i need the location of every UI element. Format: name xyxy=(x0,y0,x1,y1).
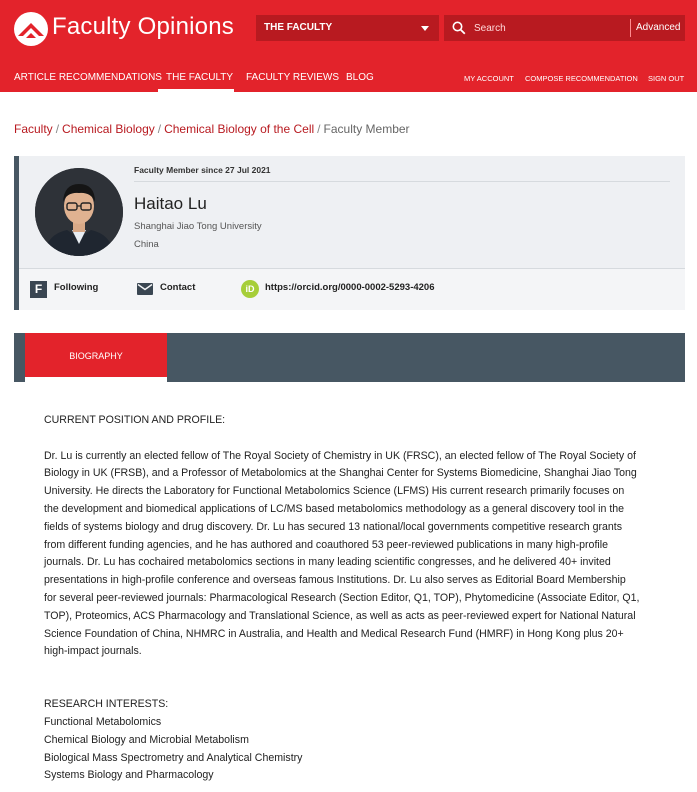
bio-line: from different funding agencies, and he has authored and coauthored 53 peer-reviewed publications in many high-profile xyxy=(44,538,608,551)
site-title[interactable]: Faculty Opinions xyxy=(52,13,234,40)
research-interest-item: Systems Biology and Pharmacology xyxy=(44,769,214,782)
envelope-icon[interactable] xyxy=(137,283,153,295)
nav-my-account[interactable]: MY ACCOUNT xyxy=(464,74,514,83)
bio-line: TOP), Proteomics, ACS Pharmacology and Translational Science, as well as acts as peer-reviewed expert for National Natural xyxy=(44,609,636,622)
bio-line: the development and biomedical applications of LC/MS based metabolomics methodology as a general discovery tool in the xyxy=(44,502,625,515)
tab-biography[interactable]: BIOGRAPHY xyxy=(25,333,167,377)
bio-line: Biology in UK (FRSB), and a Professor of Metabolomics at the Shanghai Center for Systems Biomedicine, Shanghai Jiao Tong xyxy=(44,467,637,480)
breadcrumb-separator: / xyxy=(55,122,60,136)
orcid-link[interactable]: https://orcid.org/0000-0002-5293-4206 xyxy=(265,282,435,293)
nav-the-faculty[interactable]: THE FACULTY xyxy=(166,72,234,83)
nav-sign-out[interactable]: SIGN OUT xyxy=(648,74,685,83)
biography-content xyxy=(44,412,658,785)
faculty-select[interactable] xyxy=(256,15,439,41)
member-country: China xyxy=(134,239,159,250)
research-interest-item: Chemical Biology and Microbial Metabolism xyxy=(44,733,249,746)
bio-line: journals. Dr. Lu has cochaired metabolomics sections in many leading scientific congresses, and he delivered 40+ invited xyxy=(44,556,611,569)
profile-card xyxy=(14,156,685,310)
breadcrumb-chemical-biology[interactable]: Chemical Biology xyxy=(62,122,155,136)
divider xyxy=(134,181,670,182)
avatar xyxy=(35,168,123,256)
search-input[interactable] xyxy=(474,19,624,37)
breadcrumb-separator: / xyxy=(157,122,162,136)
bio-line: University. He directs the Laboratory for Functional Metabolomics Science (LFMS) His current research primarily focuses on xyxy=(44,485,625,498)
contact-button[interactable]: Contact xyxy=(160,282,196,293)
following-button[interactable]: Following xyxy=(54,282,99,293)
member-name: Haitao Lu xyxy=(134,194,207,213)
research-interest-item: Functional Metabolomics xyxy=(44,715,162,728)
faculty-select-value: THE FACULTY xyxy=(264,22,333,33)
nav-compose-recommendation[interactable]: COMPOSE RECOMMENDATION xyxy=(525,74,638,83)
nav-blog[interactable]: BLOG xyxy=(346,72,374,83)
bio-paragraph xyxy=(44,448,658,662)
bio-line: Science Foundation of China, NHMRC in Australia, and Health and Medical Research Fund (HMRF) in Hong Kong plus 20+ xyxy=(44,627,624,640)
search-divider xyxy=(630,19,631,37)
nav-active-indicator xyxy=(158,89,234,92)
bio-line: high-impact journals. xyxy=(44,645,142,658)
member-institution: Shanghai Jiao Tong University xyxy=(134,221,262,232)
breadcrumb-separator: / xyxy=(317,122,321,136)
breadcrumb-current: Faculty Member xyxy=(323,122,410,136)
search-icon[interactable] xyxy=(452,21,466,35)
bio-line: for several peer-reviewed journals: Pharmacological Research (Section Editor, Q1, TOP), Phytomedicine (Associate Editor, Q1, xyxy=(44,591,640,604)
tab-active-indicator xyxy=(25,377,167,382)
nav-article-recommendations[interactable]: ARTICLE RECOMMENDATIONS xyxy=(14,72,162,83)
orcid-icon: iD xyxy=(241,280,259,298)
faculty-opinions-logo-icon[interactable] xyxy=(14,12,48,46)
research-interest-item: Biological Mass Spectrometry and Analytical Chemistry xyxy=(44,751,303,764)
follow-icon[interactable]: F xyxy=(30,281,47,298)
profile-tabs xyxy=(14,333,685,382)
bio-line: fields of systems biology and drug discovery. Dr. Lu has secured 13 national/local governments competitive research grants xyxy=(44,520,623,533)
search-box xyxy=(444,15,685,41)
profile-actions xyxy=(19,269,685,310)
chevron-down-icon xyxy=(421,26,429,31)
breadcrumb xyxy=(14,122,410,136)
bio-line: Dr. Lu is currently an elected fellow of The Royal Society of Chemistry in UK (FRSC), an elected fellow of The Royal Society of xyxy=(44,449,636,462)
research-interests-heading: RESEARCH INTERESTS: xyxy=(44,698,169,711)
advanced-search-link[interactable]: Advanced xyxy=(636,22,681,33)
bio-line: presentations in high-profile conference and overseas famous Institutions. Dr. Lu also serves as Editorial Board Membership xyxy=(44,574,626,587)
breadcrumb-chemical-biology-of-the-cell[interactable]: Chemical Biology of the Cell xyxy=(164,122,315,136)
site-header xyxy=(0,0,697,92)
main-nav xyxy=(0,64,697,92)
breadcrumb-faculty[interactable]: Faculty xyxy=(14,122,53,136)
member-since: Faculty Member since 27 Jul 2021 xyxy=(134,165,271,175)
nav-faculty-reviews[interactable]: FACULTY REVIEWS xyxy=(246,72,339,83)
bio-heading: CURRENT POSITION AND PROFILE: xyxy=(44,414,226,426)
